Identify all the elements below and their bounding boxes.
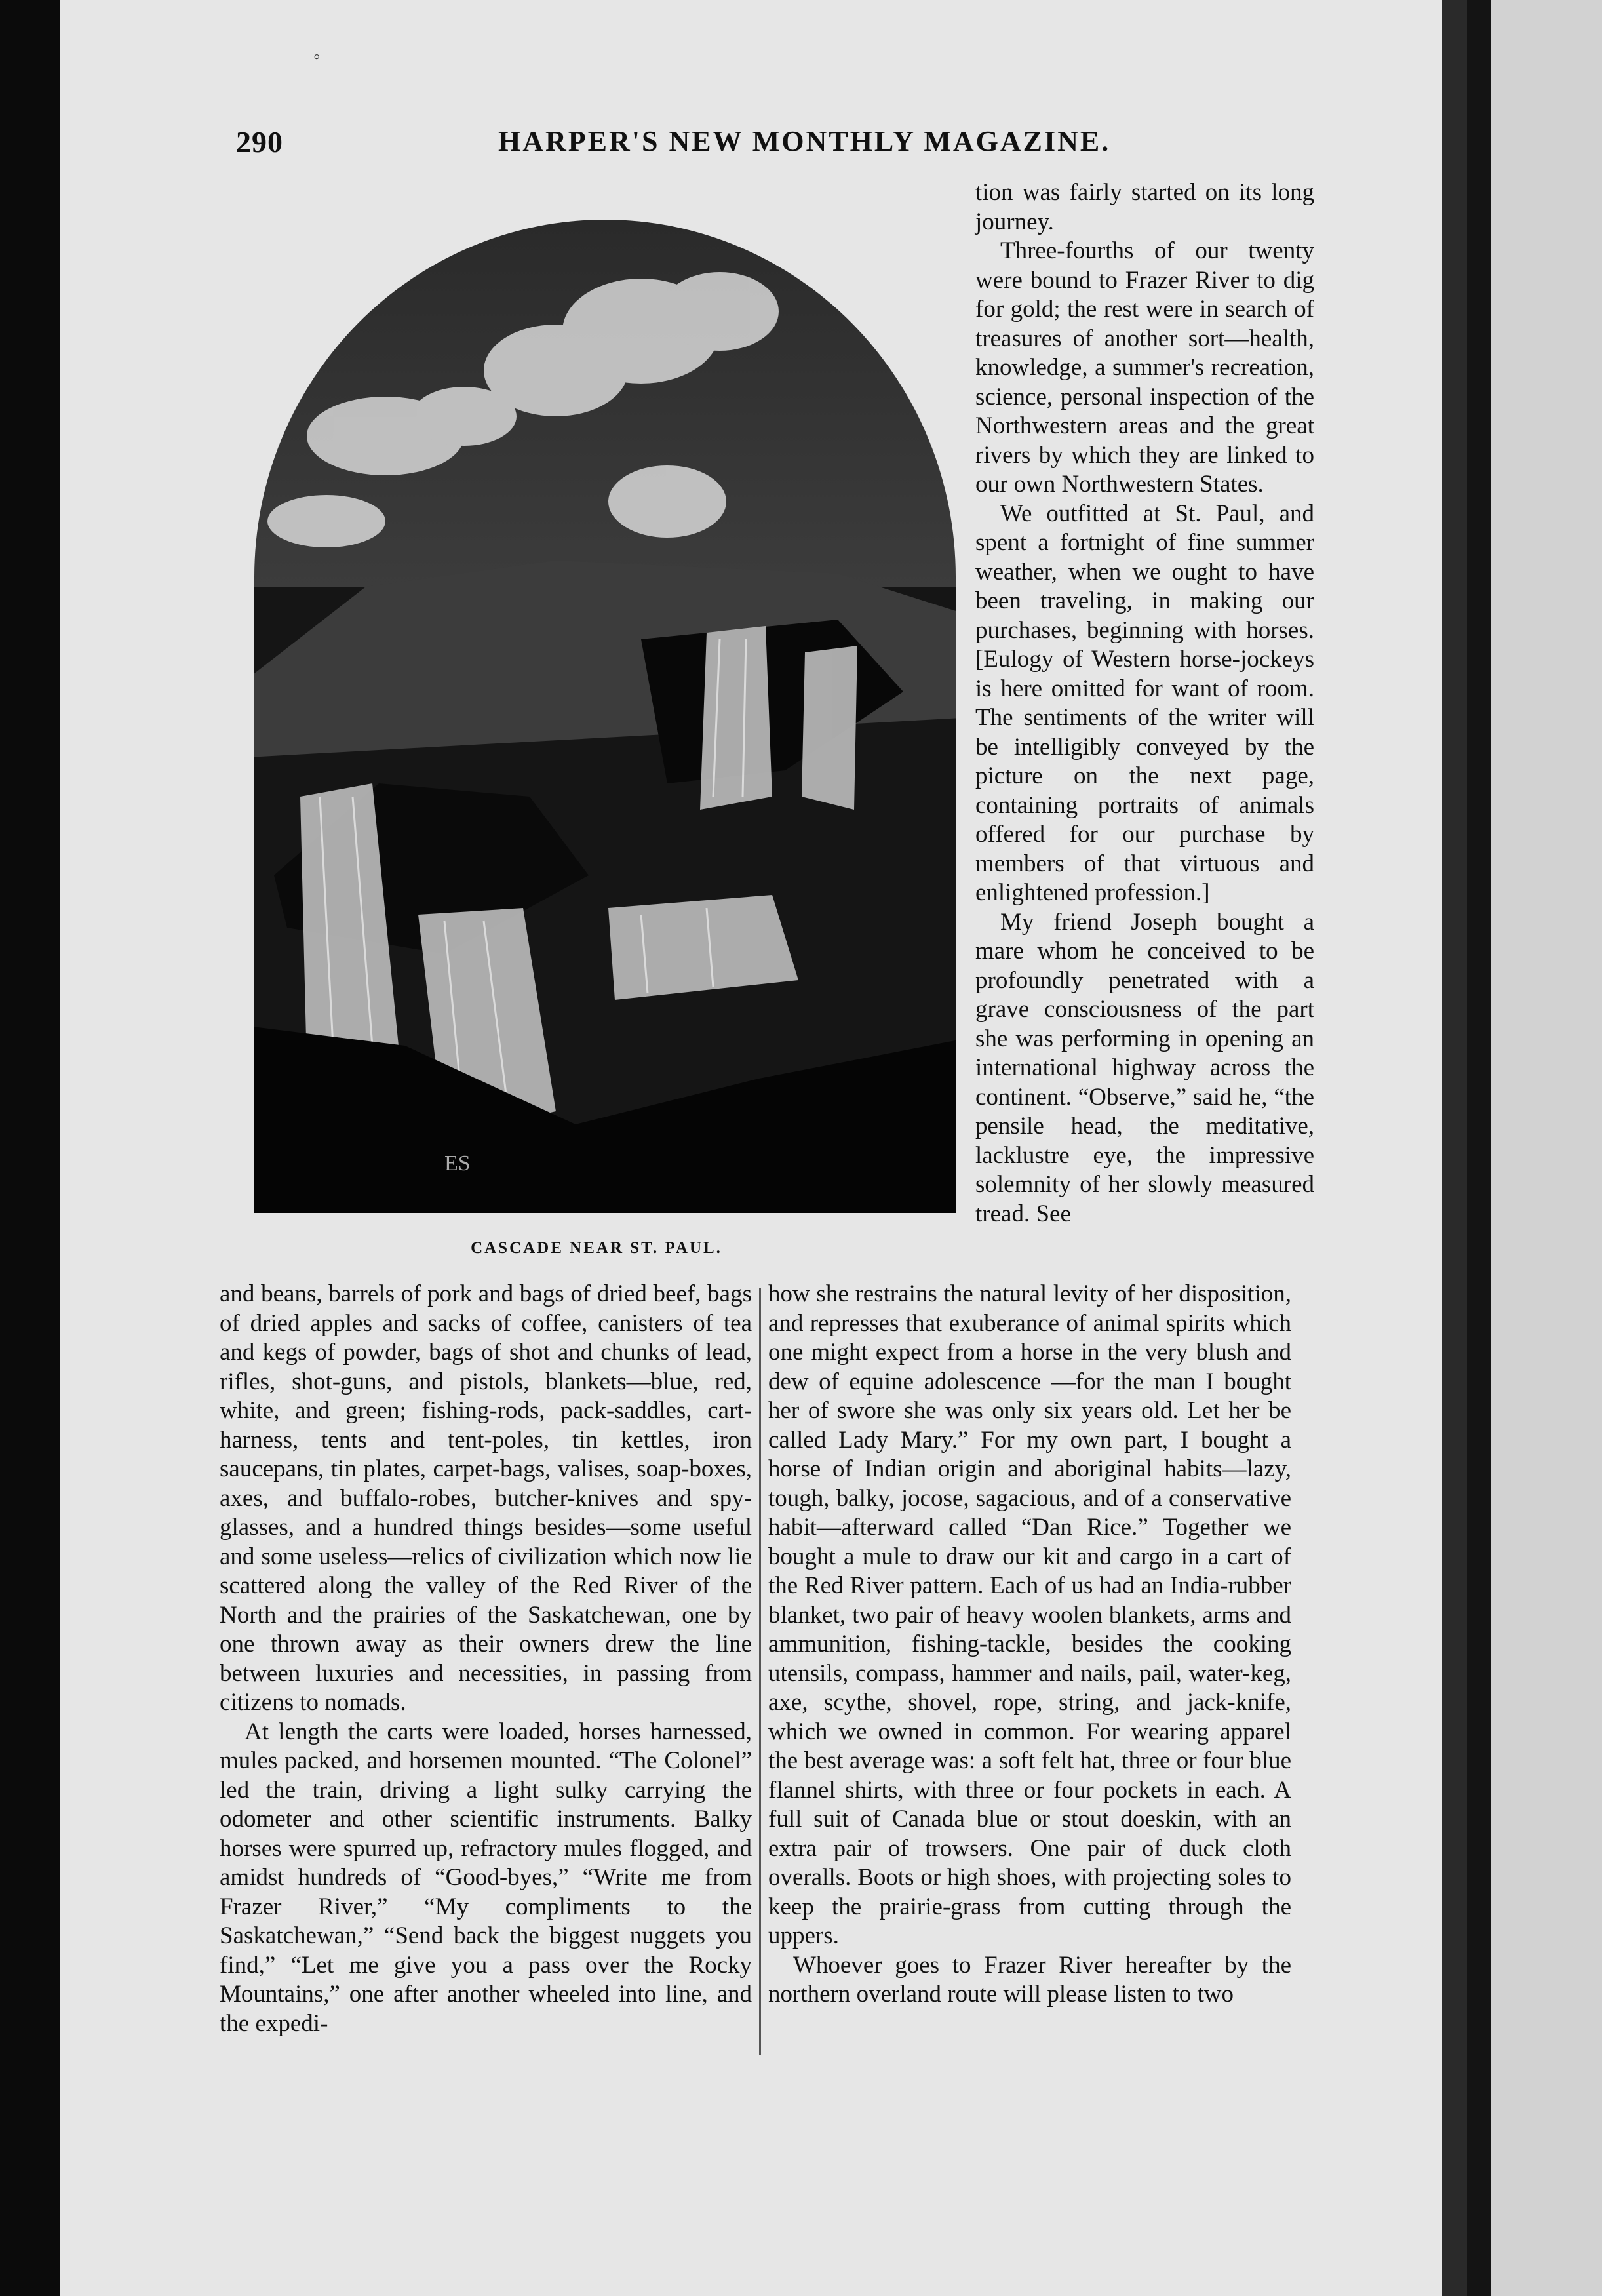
column-rule xyxy=(759,1288,761,2055)
page-header xyxy=(236,125,1298,164)
paragraph: tion was fairly started on its long journey. xyxy=(975,179,1314,235)
text-column-left xyxy=(220,1280,752,2038)
page-number: 290 xyxy=(236,125,283,159)
text-column-right-top xyxy=(975,178,1314,1229)
facing-page-edge xyxy=(1467,0,1602,2296)
paragraph: At length the carts were loaded, horses harnessed, mules packed, and horsemen mounted. “The Colonel” led the train, driving a light sulky carrying the odometer and other scientific instruments. Balky horses were spurred up, refractory mules flogged, and amidst hundreds of “Good-byes,” “Write me from Frazer River,” “My compliments to the Saskatchewan,” “Send back the biggest nuggets you find,” “Let me give you a pass over the Rocky Mountains,” one after another wheeled into line, and the expedi- xyxy=(220,1718,752,2037)
gutter-shadow xyxy=(1442,0,1467,2296)
engraver-monogram: ES xyxy=(444,1151,471,1176)
paragraph: Three-fourths of our twenty were bound to Frazer River to dig for gold; the rest were in search of treasures of another sort—health, knowledge, a summer's recreation, science, personal inspection of the Northwestern areas and the great rivers by which they are linked to our own Northwestern States. xyxy=(975,237,1314,498)
scan-left-edge xyxy=(0,0,60,2296)
paragraph: Whoever goes to Frazer River hereafter by the northern overland route will please listen to two xyxy=(768,1951,1291,2008)
paragraph: and beans, barrels of pork and bags of dried beef, bags of dried apples and sacks of coffee, canisters of tea and kegs of powder, bags of shot and chunks of lead, rifles, shot-guns, and pistols, blankets—blue, red, white, and green; fishing-rods, pack-saddles, cart-harness, tents and tent-poles, tin kettles, iron saucepans, tin plates, carpet-bags, valises, soap-boxes, axes, and buffalo-robes, butcher-knives and spy-glasses, and a hundred things besides—some useful and some useless—relics of civilization which now lie scattered along the valley of the Red River of the North and the prairies of the Saskatchewan, one by one thrown away as their owners drew the line between luxuries and necessities, in passing from citizens to nomads. xyxy=(220,1280,752,1716)
running-title: HARPER'S NEW MONTHLY MAGAZINE. xyxy=(498,125,1111,157)
text-column-right-bottom xyxy=(768,1280,1291,2009)
cascade-engraving xyxy=(248,220,962,1213)
paragraph: We outfitted at St. Paul, and spent a fortnight of fine summer weather, when we ought to have been traveling, in making our purchases, beginning with horses. [Eulogy of Western horse-jockeys is here omitted for want of room. The sentiments of the writer will be intelligibly conveyed by the picture on the next page, containing portraits of animals offered for our purchase by members of that virtuous and enlightened profession.] xyxy=(975,500,1314,906)
paragraph: My friend Joseph bought a mare whom he conceived to be profoundly penetrated with a grave consciousness of the part she was performing in opening an international highway across the continent. “Observe,” said he, “the pensile head, the meditative, lacklustre eye, the impressive solemnity of her slowly measured tread. See xyxy=(975,908,1314,1227)
illustration-caption: CASCADE NEAR ST. PAUL. xyxy=(471,1239,722,1257)
scan-speck: ◦ xyxy=(313,46,321,68)
paragraph: how she restrains the natural levity of her disposition, and represses that exuberance of animal spirits which one might expect from a horse in the very blush and dew of equine adolescence —for the man I bought her of swore she was only six years old. Let her be called Lady Mary.” For my own part, I bought a horse of Indian origin and aboriginal habits—lazy, tough, balky, jocose, sagacious, and of a conservative habit—afterward called “Dan Rice.” Together we bought a mule to draw our kit and cargo in a cart of the Red River pattern. Each of us had an India-rubber blanket, two pair of heavy woolen blankets, arms and ammunition, fishing-tackle, besides the cooking utensils, compass, hammer and nails, pail, water-keg, axe, scythe, shovel, rope, string, and jack-knife, which we owned in common. For wearing apparel the best average was: a soft felt hat, three or four blue flannel shirts, with three or four pockets in each. A full suit of Canada blue or stout doeskin, with an extra pair of trowsers. One pair of duck cloth overalls. Boots or high shoes, with projecting soles to keep the prairie-grass from cutting through the uppers. xyxy=(768,1280,1291,1949)
